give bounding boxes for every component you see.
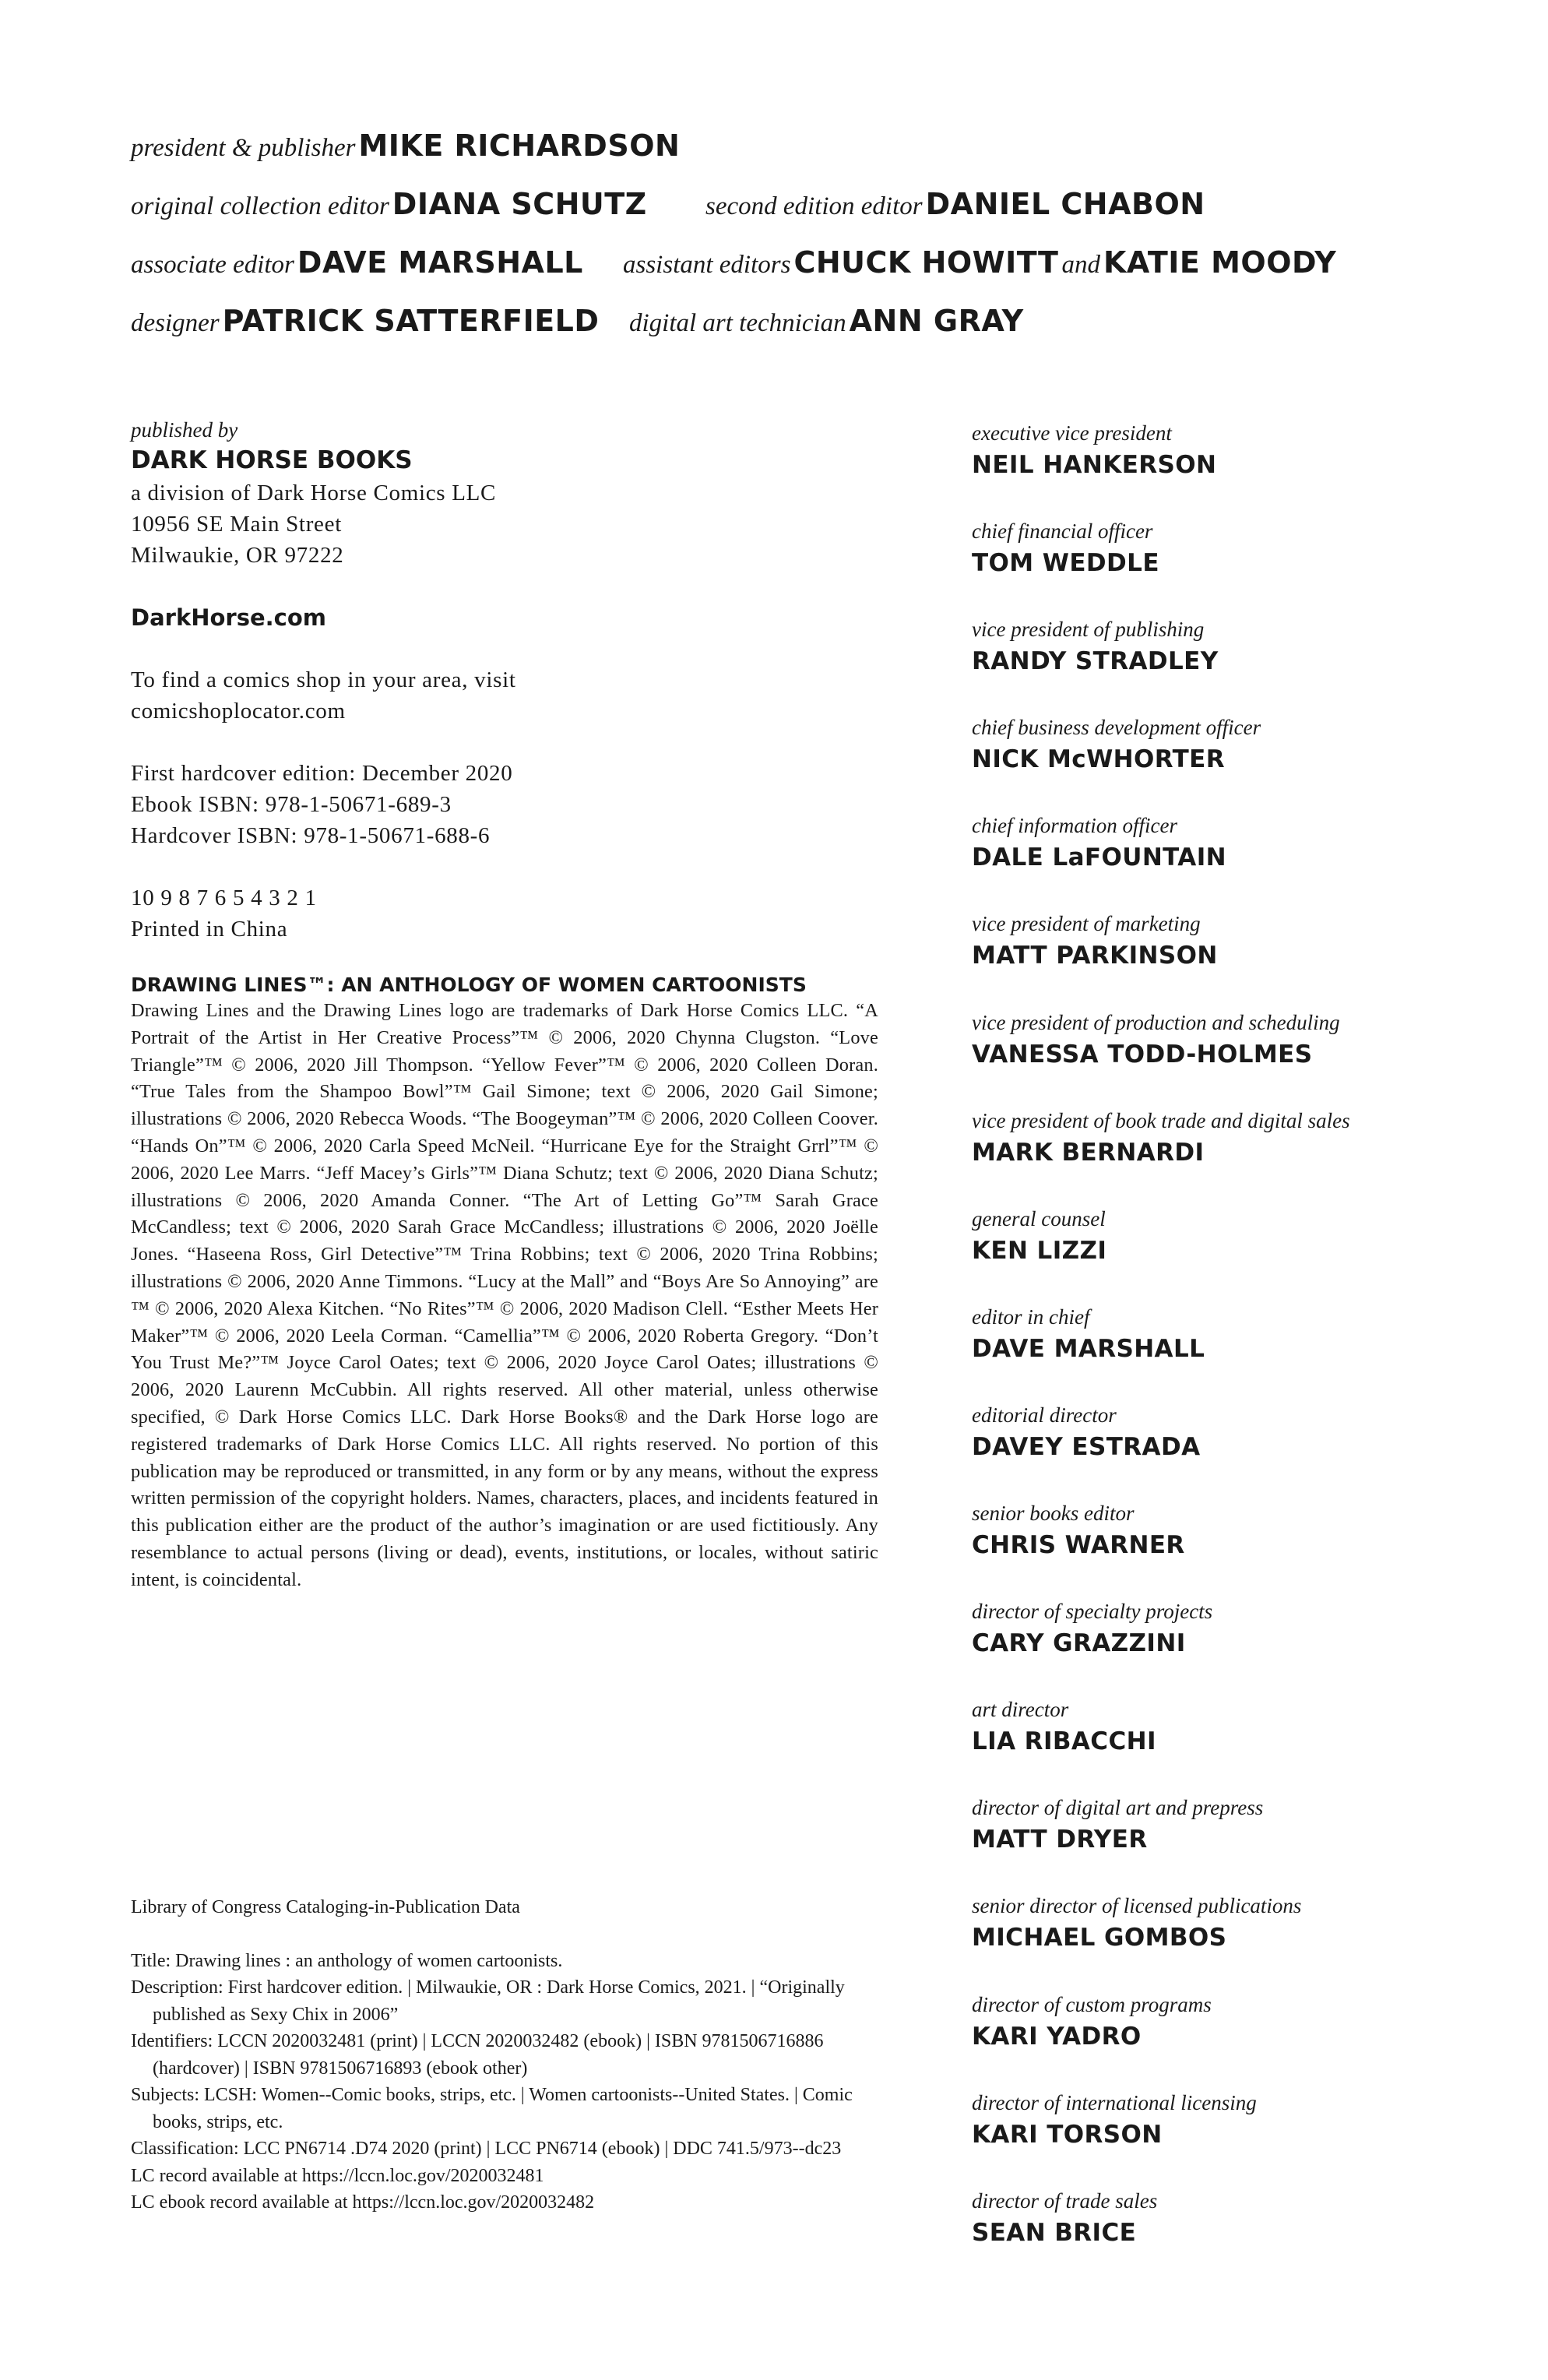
legal-title: DRAWING LINES™: AN ANTHOLOGY OF WOMEN CARTOONISTS	[131, 973, 807, 996]
staff-item	[972, 1597, 1517, 1695]
website-link[interactable]: DarkHorse.com	[131, 604, 327, 631]
credit-associate-editor	[131, 245, 583, 280]
staff-role: chief business development officer	[972, 716, 1261, 740]
cip-entry: Title: Drawing lines : an anthology of women cartoonists.	[131, 1950, 563, 1971]
cip-block	[131, 1894, 878, 2216]
cip-entry: Identifiers: LCCN 2020032481 (print) | LCCN 2020032482 (ebook) | ISBN 9781506716886 (hardcover) | ISBN 9781506716893 (ebook other)	[131, 2031, 824, 2079]
staff-item	[972, 909, 1517, 1007]
staff-role: chief information officer	[972, 814, 1177, 838]
credit-assistant-editors	[623, 245, 1337, 280]
address-line: 10956 SE Main Street	[131, 512, 342, 537]
cip-entry: LC ebook record available at https://lccn.loc.gov/2020032482	[131, 2192, 595, 2213]
credit-conjunction: and	[1061, 251, 1100, 279]
staff-role: chief financial officer	[972, 519, 1153, 544]
staff-role: executive vice president	[972, 421, 1172, 445]
staff-item	[972, 1891, 1517, 1989]
staff-name: RANDY STRADLEY	[972, 647, 1219, 676]
staff-name: CARY GRAZZINI	[972, 1629, 1186, 1658]
published-by-label: published by	[131, 418, 238, 442]
staff-item	[972, 1793, 1517, 1891]
staff-role: director of trade sales	[972, 2188, 1158, 2213]
staff-name: KARI TORSON	[972, 2120, 1163, 2149]
staff-name: DAVE MARSHALL	[972, 1334, 1205, 1363]
shop-line: To find a comics shop in your area, visit	[131, 667, 516, 692]
staff-item	[972, 1106, 1517, 1204]
credit-name: MIKE RICHARDSON	[358, 129, 681, 163]
staff-item	[972, 1008, 1517, 1106]
staff-name: KARI YADRO	[972, 2022, 1142, 2051]
shop-locator-link[interactable]: comicshoplocator.com	[131, 699, 346, 724]
staff-role: director of international licensing	[972, 2090, 1257, 2114]
staff-item	[972, 811, 1517, 909]
credit-name: ANN GRAY	[849, 304, 1024, 338]
edition-line: First hardcover edition: December 2020	[131, 761, 513, 786]
staff-role: vice president of production and scheduling	[972, 1010, 1340, 1034]
staff-item	[972, 2186, 1517, 2284]
staff-name: MATT DRYER	[972, 1825, 1148, 1854]
staff-item	[972, 1400, 1517, 1498]
credit-name: CHUCK HOWITT	[793, 245, 1059, 280]
printing-line: 10 9 8 7 6 5 4 3 2 1	[131, 885, 317, 910]
staff-name: MICHAEL GOMBOS	[972, 1924, 1227, 1952]
staff-name: SEAN BRICE	[972, 2218, 1137, 2247]
credit-role: designer	[131, 309, 220, 337]
credit-president	[131, 131, 680, 161]
staff-item	[972, 418, 1517, 516]
staff-item	[972, 516, 1517, 614]
staff-item	[972, 713, 1517, 811]
staff-item	[972, 1302, 1517, 1400]
address-line: a division of Dark Horse Comics LLC	[131, 481, 497, 505]
staff-name: DAVEY ESTRADA	[972, 1432, 1201, 1461]
credit-role: assistant editors	[623, 251, 791, 279]
staff-role: senior books editor	[972, 1502, 1135, 1526]
legal-body: Drawing Lines and the Drawing Lines logo are trademarks of Dark Horse Comics LLC. “A Portrait of the Artist in Her Creative Process”™ © 2006, 2020 Chynna Clugston. “Love Triangle”™ © 2006, 2020 Jill Thompson. “Yellow Fever”™ © 2006, 2020 Colleen Doran. “True Tales from the Shampoo Bowl”™ Gail Simone; text © 2006, 2020 Gail Simone; illustrations © 2006, 2020 Rebecca Woods. “The Boogeyman”™ © 2006, 2020 Colleen Coover. “Hands On”™ © 2006, 2020 Carla Speed McNeil. “Hurricane Eye for the Straight Grrl”™ © 2006, 2020 Lee Marrs. “Jeff Macey’s Girls”™ Diana Schutz; text © 2006, 2020 Diana Schutz; illustrations © 2006, 2020 Amanda Conner. “The Art of Letting Go”™ Sarah Grace McCandless; text © 2006, 2020 Sarah Grace McCandless; illustrations © 2006, 2020 Joëlle Jones. “Haseena Ross, Girl Detective”™ Trina Robbins; text © 2006, 2020 Trina Robbins; illustrations © 2006, 2020 Anne Timmons. “Lucy at the Mall” and “Boys Are So Annoying” are ™ © 2006, 2020 Alexa Kitchen. “No Rites”™ © 2006, 2020 Madison Clell. “Esther Meets Her Maker”™ © 2006, 2020 Leela Corman. “Camellia”™ © 2006, 2020 Roberta Gregory. “Don’t You Trust Me?”™ Joyce Carol Oates; text © 2006, 2020 Joyce Carol Oates; illustrations © 2006, 2020 Laurenn McCubbin. All rights reserved. All other material, unless otherwise specified, © Dark Horse Comics LLC. Dark Horse Books® and the Dark Horse logo are registered trademarks of Dark Horse Comics LLC. All rights reserved. No portion of this publication may be reproduced or transmitted, in any form or by any means, without the express written permission of the copyright holders. Names, characters, places, and incidents featured in this publication either are the product of the author’s imagination or are used fictitiously. Any resemblance to actual persons (living or dead), events, institutions, or locales, without satiric intent, is coincidental.	[131, 1000, 878, 1590]
staff-list	[972, 418, 1517, 2284]
staff-role: editor in chief	[972, 1304, 1090, 1329]
credit-original-editor	[131, 189, 647, 220]
staff-name: TOM WEDDLE	[972, 549, 1159, 578]
staff-name: VANESSA TODD-HOLMES	[972, 1040, 1313, 1069]
staff-name: MARK BERNARDI	[972, 1138, 1205, 1167]
credit-designer	[131, 306, 599, 336]
staff-name: DALE LaFOUNTAIN	[972, 843, 1226, 872]
staff-name: MATT PARKINSON	[972, 942, 1218, 970]
ebook-isbn: Ebook ISBN: 978-1-50671-689-3	[131, 792, 452, 817]
cip-entry: Classification: LCC PN6714 .D74 2020 (print) | LCC PN6714 (ebook) | DDC 741.5/973--dc23	[131, 2139, 842, 2159]
staff-name: NICK McWHORTER	[972, 745, 1226, 774]
staff-role: director of custom programs	[972, 1992, 1212, 2016]
staff-name: KEN LIZZI	[972, 1236, 1107, 1265]
credit-name: DAVE MARSHALL	[297, 245, 583, 280]
printed-in: Printed in China	[131, 917, 288, 942]
credit-name: KATIE MOODY	[1103, 245, 1337, 280]
staff-role: vice president of book trade and digital sales	[972, 1108, 1350, 1132]
address-line: Milwaukie, OR 97222	[131, 543, 344, 568]
staff-role: general counsel	[972, 1206, 1106, 1230]
staff-name: NEIL HANKERSON	[972, 451, 1217, 479]
credit-name: PATRICK SATTERFIELD	[222, 304, 600, 338]
credit-name: DIANA SCHUTZ	[392, 187, 647, 221]
credit-role: second edition editor	[705, 192, 923, 220]
credit-digital-art-technician	[629, 306, 1024, 336]
publisher-info	[131, 417, 878, 1594]
staff-role: director of specialty projects	[972, 1600, 1213, 1624]
staff-role: vice president of marketing	[972, 912, 1201, 936]
credit-role: associate editor	[131, 251, 294, 279]
staff-item	[972, 1204, 1517, 1302]
credit-role: original collection editor	[131, 192, 389, 220]
credit-name: DANIEL CHABON	[925, 187, 1205, 221]
staff-item	[972, 614, 1517, 713]
staff-role: editorial director	[972, 1403, 1117, 1427]
staff-role: director of digital art and prepress	[972, 1796, 1264, 1820]
cip-entry: Subjects: LCSH: Women--Comic books, strips, etc. | Women cartoonists--United States. | Comic books, strips, etc.	[131, 2085, 853, 2132]
credit-role: president & publisher	[131, 134, 356, 162]
cip-heading: Library of Congress Cataloging-in-Publication Data	[131, 1897, 520, 1917]
staff-item	[972, 1695, 1517, 1793]
staff-name: LIA RIBACCHI	[972, 1727, 1156, 1756]
staff-name: CHRIS WARNER	[972, 1531, 1185, 1560]
staff-role: senior director of licensed publications	[972, 1894, 1302, 1918]
credit-second-edition-editor	[705, 189, 1205, 220]
credit-role: digital art technician	[629, 309, 846, 337]
staff-role: vice president of publishing	[972, 618, 1205, 642]
cip-entry: LC record available at https://lccn.loc.gov/2020032481	[131, 2165, 544, 2186]
hardcover-isbn: Hardcover ISBN: 978-1-50671-688-6	[131, 823, 491, 848]
staff-item	[972, 1990, 1517, 2088]
staff-role: art director	[972, 1698, 1069, 1722]
staff-item	[972, 1498, 1517, 1597]
staff-item	[972, 2088, 1517, 2186]
publisher-name: DARK HORSE BOOKS	[131, 446, 413, 474]
cip-entry: Description: First hardcover edition. | Milwaukie, OR : Dark Horse Comics, 2021. | “Originally published as Sexy Chix in 2006”	[131, 1977, 845, 2025]
